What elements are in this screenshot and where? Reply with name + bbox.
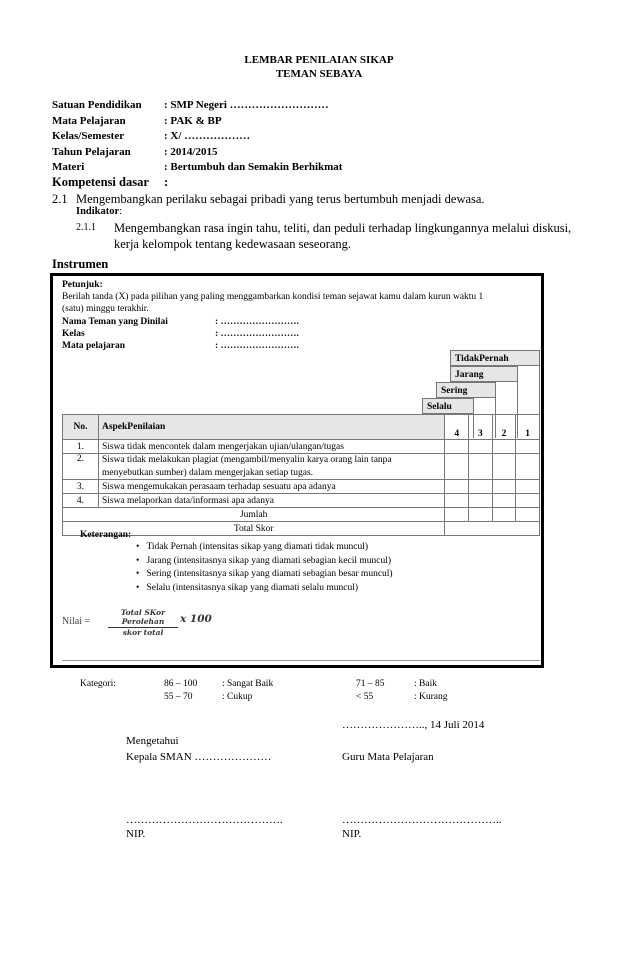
score-cell[interactable] — [445, 440, 469, 454]
indikator-text: Mengembangkan rasa ingin tahu, teliti, dan peduli terhadap lingkungannya melalui diskusi, kerja kelompok tentang kedewasaan seseorang. — [114, 221, 572, 251]
bullet-icon: • — [136, 542, 147, 552]
nilai-label: Nilai = — [62, 616, 91, 627]
scale-tidak-pernah: TidakPernah — [450, 350, 540, 366]
table-header-row — [63, 415, 540, 440]
field-labels: Nama Teman yang Dinilai Kelas Mata pelajaran — [62, 317, 168, 351]
score-cell[interactable] — [445, 454, 469, 480]
table-row: 1. Siswa tidak mencontek dalam mengerjakan ujian/ulangan/tugas — [63, 440, 540, 454]
score-cell[interactable] — [516, 494, 540, 508]
table-row: 2. Siswa tidak melakukan plagiat (mengambil/menyalin karya orang lain tanpa menyebutkan sumber) dalam mengerjakan setiap tugas. — [63, 454, 540, 480]
score-cell[interactable] — [445, 508, 469, 522]
total-label: Total Skor — [63, 522, 445, 536]
signature-date: ………………….., 14 Juli 2014 — [342, 719, 485, 731]
kd-number: 2.1 — [52, 192, 68, 206]
formula-multiplier: x 100 — [180, 613, 212, 625]
meta-value: : SMP Negeri ……………………… — [164, 99, 329, 111]
list-item: • Selalu (intensitasnya sikap yang diamati selalu muncul) — [136, 582, 359, 593]
instrumen-heading: Instrumen — [52, 257, 109, 271]
bullet-icon: • — [136, 582, 147, 593]
list-item: • Sering (intensitasnya sikap yang diamati sebagian besar muncul) — [136, 569, 393, 579]
total-cell[interactable] — [445, 522, 540, 536]
meta-label: Tahun Pelajaran — [52, 145, 131, 158]
petunjuk-label: Petunjuk: — [62, 280, 103, 290]
col-score-4: 4 — [445, 415, 469, 440]
meta-label: Mata Pelajaran — [52, 114, 126, 127]
kompetensi-heading: Kompetensi dasar — [52, 175, 149, 189]
score-cell[interactable] — [516, 508, 540, 522]
assessment-table — [62, 414, 540, 536]
score-cell[interactable] — [469, 440, 493, 454]
table-row: 4. Siswa melaporkan data/informasi apa adanya — [63, 494, 540, 508]
meta-value: : X/ ……………… — [164, 130, 251, 142]
jumlah-row — [63, 508, 540, 522]
score-cell[interactable] — [445, 480, 469, 494]
formula-fraction — [108, 608, 178, 637]
meta-label: Materi — [52, 161, 85, 173]
signature-line-left: ……………………………………. — [126, 814, 283, 826]
doc-title: LEMBAR PENILAIAN SIKAP — [244, 54, 394, 66]
divider — [62, 660, 540, 661]
indikator-label: Indikator: — [76, 206, 123, 217]
score-cell[interactable] — [492, 440, 516, 454]
meta-value: : PAK & BP — [164, 114, 222, 127]
keterangan-list — [136, 541, 393, 595]
indikator-number: 2.1.1 — [76, 222, 96, 233]
col-score-3: 3 — [469, 415, 493, 440]
keterangan-label: Keterangan: — [80, 530, 132, 540]
kategori-desc: : Cukup — [222, 692, 253, 702]
kategori-range: 71 – 85 — [356, 679, 385, 689]
col-aspek: AspekPenilaian — [98, 415, 444, 440]
signature-line-right: …………………………………….. — [342, 814, 502, 826]
kd-text: Mengembangkan perilaku sebagai pribadi yang terus bertumbuh menjadi dewasa. — [76, 192, 485, 206]
jumlah-label: Jumlah — [63, 508, 445, 522]
bullet-icon: • — [136, 555, 147, 566]
scale-selalu: Selalu — [422, 398, 474, 414]
meta-value: : Bertumbuh dan Semakin Berhikmat — [164, 161, 343, 173]
scale-jarang: Jarang — [450, 366, 518, 382]
score-cell[interactable] — [516, 480, 540, 494]
kategori-range: 86 – 100 — [164, 679, 198, 689]
score-cell[interactable] — [469, 508, 493, 522]
total-row — [63, 522, 540, 536]
kategori-desc: : Baik — [414, 679, 437, 689]
bullet-icon: • — [136, 569, 147, 579]
kategori-desc: : Kurang — [414, 692, 448, 702]
meta-values — [164, 98, 342, 176]
score-cell[interactable] — [469, 454, 493, 480]
score-cell[interactable] — [516, 440, 540, 454]
score-cell[interactable] — [445, 494, 469, 508]
scale-sering: Sering — [436, 382, 496, 398]
meta-value: : 2014/2015 — [164, 145, 218, 158]
score-cell[interactable] — [492, 454, 516, 480]
formula-numerator: Total SKor Perolehan — [108, 608, 178, 628]
guru-label: Guru Mata Pelajaran — [342, 751, 434, 763]
field-values: : ……………………. : ……………………. : ……………………. — [215, 317, 299, 351]
mengetahui-label: Mengetahui — [126, 735, 179, 747]
kategori-range: 55 – 70 — [164, 692, 193, 702]
kategori-label: Kategori: — [80, 679, 116, 689]
kompetensi-colon: : — [164, 175, 169, 189]
score-cell[interactable] — [492, 494, 516, 508]
meta-label: Kelas/Semester — [52, 130, 125, 142]
col-score-1: 1 — [516, 415, 540, 440]
nip-left: NIP. — [126, 828, 146, 840]
col-score-2: 2 — [492, 415, 516, 440]
kategori-desc: : Sangat Baik — [222, 679, 274, 689]
kepala-label: Kepala SMAN ………………… — [126, 751, 272, 763]
col-no: No. — [63, 415, 99, 440]
nip-right: NIP. — [342, 828, 362, 840]
table-row: 3. Siswa mengemukakan perasaam terhadap sesuatu apa adanya — [63, 480, 540, 494]
meta-label: Satuan Pendidikan — [52, 99, 142, 111]
list-item: • Jarang (intensitasnya sikap yang diamati sebagian kecil muncul) — [136, 555, 392, 566]
petunjuk-text: Berilah tanda (X) pada pilihan yang paling menggambarkan kondisi teman sejawat kamu dalam kurun waktu 1 (satu) minggu terakhir. — [62, 292, 484, 314]
score-cell[interactable] — [469, 494, 493, 508]
score-cell[interactable] — [492, 480, 516, 494]
meta-labels — [52, 98, 142, 176]
doc-subtitle: TEMAN SEBAYA — [275, 68, 363, 80]
list-item: • Tidak Pernah (intensitas sikap yang diamati tidak muncul) — [136, 542, 368, 552]
score-cell[interactable] — [492, 508, 516, 522]
score-cell[interactable] — [516, 454, 540, 480]
kategori-range: < 55 — [356, 692, 374, 702]
formula-denominator: skor total — [122, 628, 164, 637]
score-cell[interactable] — [469, 480, 493, 494]
